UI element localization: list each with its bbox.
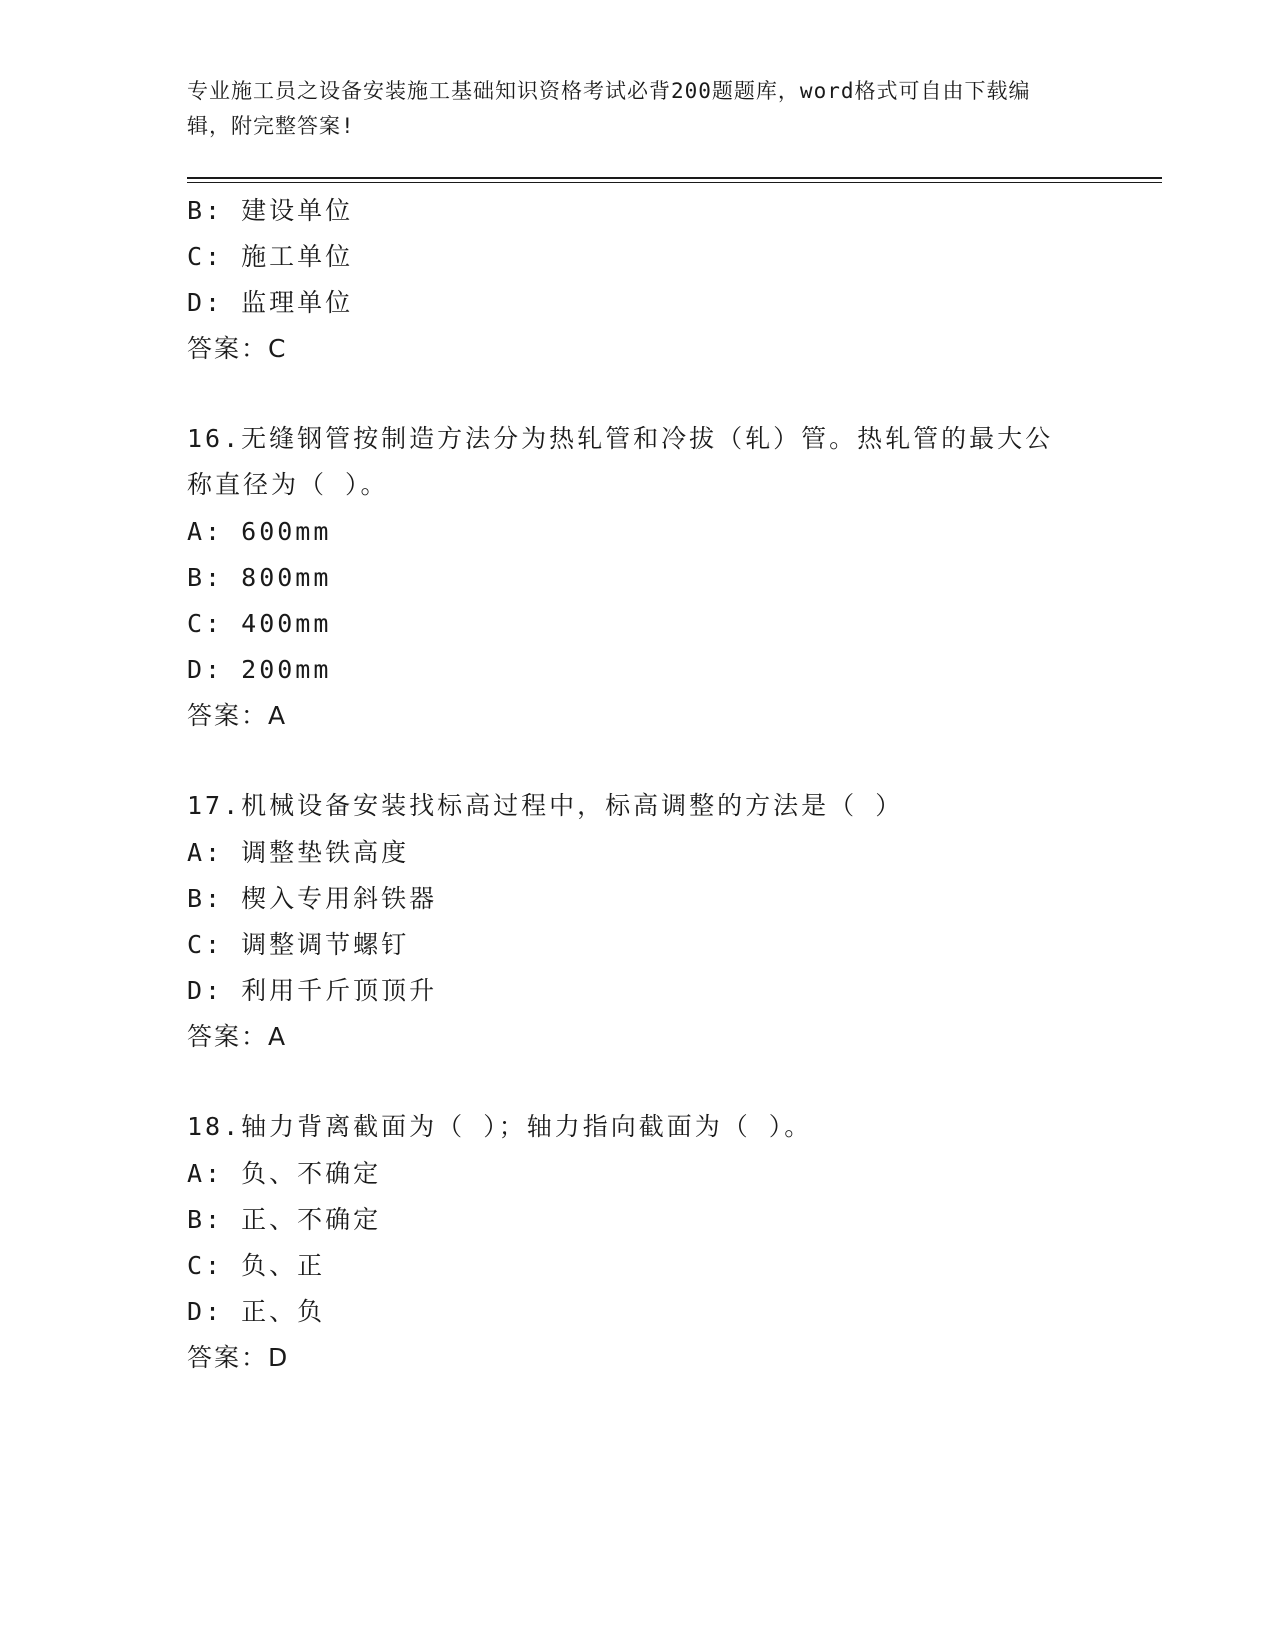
option-d: D: 监理单位 bbox=[187, 288, 354, 317]
document-header: 专业施工员之设备安装施工基础知识资格考试必背200题题库，word格式可自由下载编辑，附完整答案! bbox=[187, 79, 1031, 138]
answer-text: 答案：C bbox=[187, 334, 288, 363]
question-block-16 bbox=[187, 417, 1087, 739]
header-divider-thin bbox=[187, 182, 1162, 183]
question-stem: 17.机械设备安装找标高过程中，标高调整的方法是（ ） bbox=[187, 791, 904, 820]
question-stem: 16.无缝钢管按制造方法分为热轧管和冷拔（轧）管。热轧管的最大公 bbox=[187, 424, 1054, 453]
option-a: A: 600mm bbox=[187, 517, 332, 546]
question-stem: 18.轴力背离截面为（ ）；轴力指向截面为（ ）。 bbox=[187, 1112, 813, 1141]
header-divider bbox=[187, 177, 1162, 179]
answer-text: 答案：A bbox=[187, 701, 288, 730]
question-block-15 bbox=[187, 188, 1087, 372]
option-a: A: 调整垫铁高度 bbox=[187, 838, 410, 867]
option-b: B: 800mm bbox=[187, 563, 332, 592]
question-list bbox=[187, 188, 1087, 1381]
option-b: B: 楔入专用斜铁器 bbox=[187, 884, 438, 913]
option-c: C: 400mm bbox=[187, 609, 332, 638]
option-d: D: 利用千斤顶顶升 bbox=[187, 976, 438, 1005]
option-d: D: 200mm bbox=[187, 655, 332, 684]
question-stem-continued: 称直径为（ ）。 bbox=[187, 470, 389, 499]
question-block-17 bbox=[187, 784, 1087, 1060]
option-a: A: 负、不确定 bbox=[187, 1159, 382, 1188]
option-c: C: 调整调节螺钉 bbox=[187, 930, 410, 959]
option-b: B: 正、不确定 bbox=[187, 1205, 382, 1234]
question-block-18 bbox=[187, 1105, 1087, 1381]
answer-text: 答案：A bbox=[187, 1022, 288, 1051]
option-c: C: 负、正 bbox=[187, 1251, 326, 1280]
answer-text: 答案：D bbox=[187, 1343, 290, 1372]
option-c: C: 施工单位 bbox=[187, 242, 354, 271]
option-d: D: 正、负 bbox=[187, 1297, 326, 1326]
option-b: B: 建设单位 bbox=[187, 196, 354, 225]
